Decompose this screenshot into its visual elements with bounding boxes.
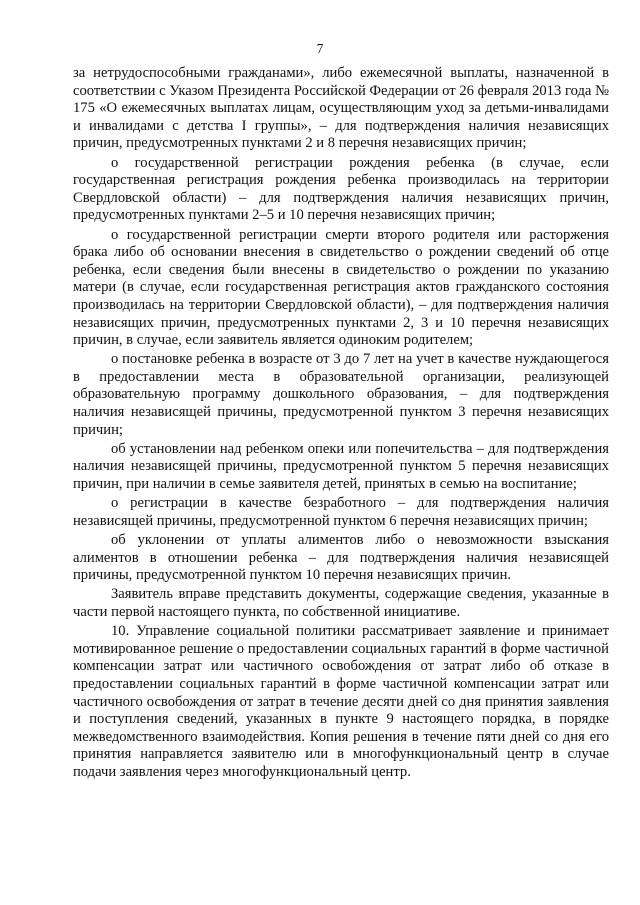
paragraph-alimony: об уклонении от уплаты алиментов либо о невозможности взыскания алиментов в отношении ребенка – для подтверждения наличия независящей причины, предусмотренной пунктом 10 перечня независящих причин. xyxy=(73,532,609,584)
paragraph-unemployment: о регистрации в качестве безработного – для подтверждения наличия независящей причины, предусмотренной пунктом 6 перечня независящих причин; xyxy=(73,495,609,529)
paragraph-birth-registration: о государственной регистрации рождения ребенка (в случае, если государственная регистрация рождения ребенка производилась на территории Свердловской области) – для подтверждения наличия независящих причин, предусмотренных пунктами 2–5 и 10 перечня независящих причин; xyxy=(73,154,609,224)
paragraph-death-divorce-registration: о государственной регистрации смерти второго родителя или расторжения брака либо об основании внесения в свидетельство о рождении сведений об отце ребенка, если сведения были внесены в свидетельство о рождении по указанию матери (в случае, если государственная регистрация актов гражданского состояния производилась на территории Свердловской области), – для подтверждения наличия независящих причин, предусмотренных пунктами 2, 3 и 10 перечня независящих причин, в случае, если заявитель является одиноким родителем; xyxy=(73,226,609,349)
document-body xyxy=(73,65,609,783)
paragraph-guardianship: об установлении над ребенком опеки или попечительства – для подтверждения наличия независящей причины, предусмотренной пунктом 5 перечня независящих причин, при наличии в семье заявителя детей, принятых в семью на воспитание; xyxy=(73,440,609,493)
page-number: 7 xyxy=(316,41,324,56)
paragraph-continuation: за нетрудоспособными гражданами», либо ежемесячной выплаты, назначенной в соответствии с Указом Президента Российской Федерации от 26 февраля 2013 года № 175 «О ежемесячных выплатах лицам, осуществляющим уход за детьми-инвалидами и инвалидами с детства I группы», – для подтверждения наличия независящих причин, предусмотренных пунктами 2 и 8 перечня независящих причин; xyxy=(73,65,609,152)
paragraph-item-10: 10. Управление социальной политики рассматривает заявление и принимает мотивированное решение о предоставлении социальных гарантий в форме частичной компенсации затрат или частичного освобождения от затрат либо об отказе в предоставлении социальных гарантий в форме частичной компенсации затрат или частичного освобождения от затрат в течение десяти дней со дня принятия заявления и поступления сведений, указанных в пункте 9 настоящего порядка, в порядке межведомственного взаимодействия. Копия решения в течение пяти дней со дня его принятия направляется заявителю или в многофункциональный центр в случае подачи заявления через многофункциональный центр. xyxy=(73,623,609,780)
paragraph-own-initiative: Заявитель вправе представить документы, содержащие сведения, указанные в части первой настоящего пункта, по собственной инициативе. xyxy=(73,586,609,620)
paragraph-preschool-queue: о постановке ребенка в возрасте от 3 до 7 лет на учет в качестве нуждающегося в предоставлении места в образовательной организации, реализующей образовательную программу дошкольного образования, – для подтверждения наличия независящей причины, предусмотренной пунктом 3 перечня независящих причин; xyxy=(73,351,609,438)
